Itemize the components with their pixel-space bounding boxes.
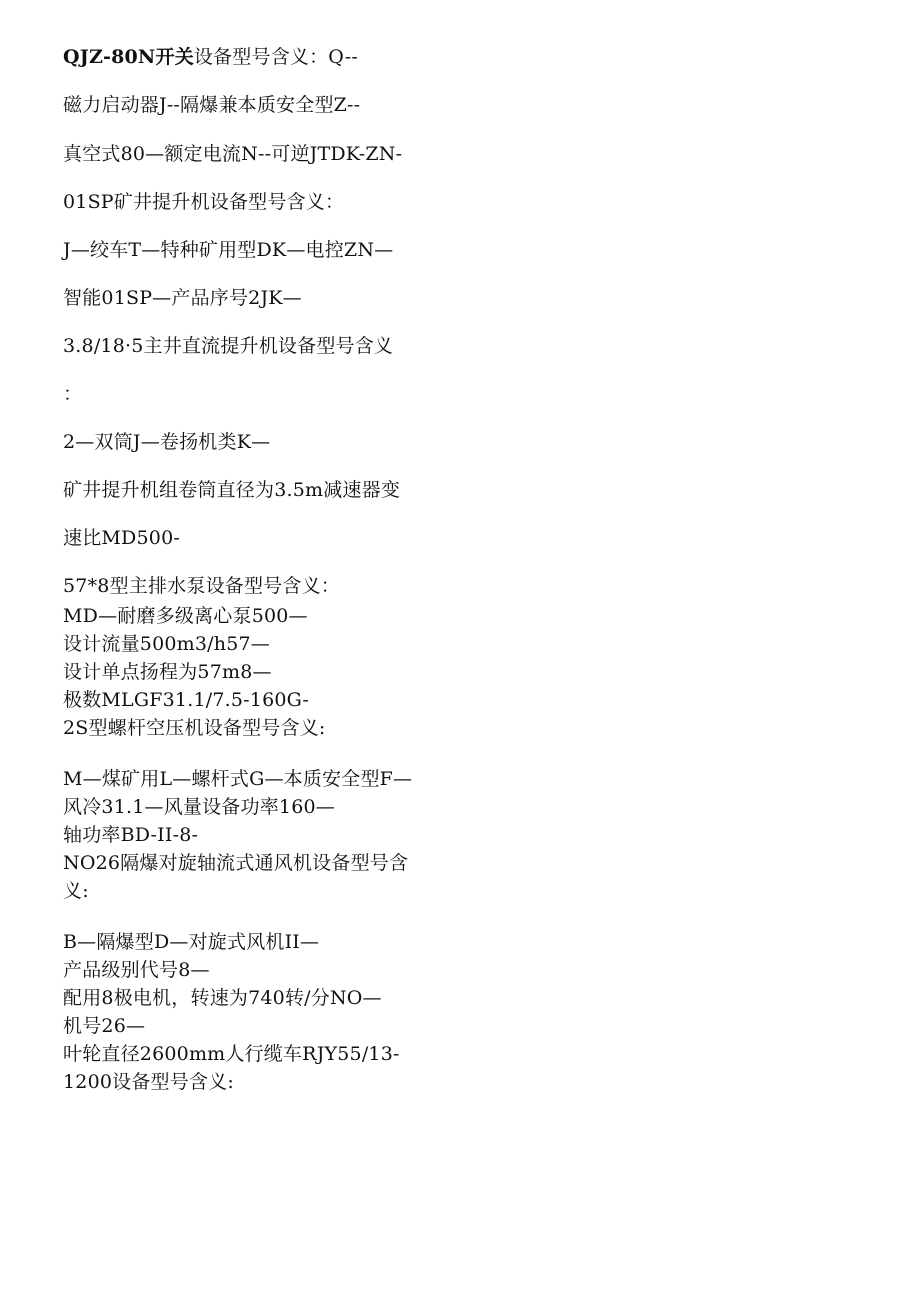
paragraph-15: 设计单点扬程为57m8— [63, 661, 272, 683]
paragraph-20: 轴功率BD-II-8- [63, 824, 199, 846]
paragraph-18: M—煤矿用L—螺杆式G—本质安全型F— [63, 768, 413, 790]
paragraph-3: 真空式80—额定电流N--可逆JTDK-ZN- [63, 143, 403, 165]
paragraph-21: NO26隔爆对旋轴流式通风机设备型号含 [63, 852, 409, 874]
paragraph-1-bold: QJZ-80N开关 [63, 46, 194, 68]
paragraph-8: ： [63, 383, 83, 405]
paragraph-1 [63, 45, 358, 69]
paragraph-4: 01SP矿井提升机设备型号含义： [63, 191, 345, 213]
paragraph-16: 极数MLGF31.1/7.5-160G- [63, 689, 309, 711]
paragraph-14: 设计流量500m3/h57— [63, 633, 270, 655]
paragraph-6: 智能01SP—产品序号2JK— [63, 287, 302, 309]
paragraph-9: 2—双筒J—卷扬机类K— [63, 431, 271, 453]
paragraph-19: 风冷31.1—风量设备功率160— [63, 796, 335, 818]
paragraph-17: 2S型螺杆空压机设备型号含义: [63, 717, 326, 739]
paragraph-1-text: 设备型号含义：Q-- [193, 46, 359, 68]
paragraph-11: 速比MD500- [63, 527, 180, 549]
paragraph-5: J—绞车T—特种矿用型DK—电控ZN— [63, 239, 394, 261]
paragraph-10: 矿井提升机组卷筒直径为3.5m减速器变 [63, 479, 401, 501]
paragraph-13: MD—耐磨多级离心泵500— [63, 605, 308, 627]
paragraph-24: 产品级别代号8— [63, 959, 210, 981]
paragraph-12: 57*8型主排水泵设备型号含义： [63, 575, 340, 597]
paragraph-25: 配用8极电机，转速为740转/分NO— [63, 987, 382, 1009]
paragraph-7: 3.8/18·5主井直流提升机设备型号含义 [63, 335, 394, 357]
paragraph-28: 1200设备型号含义: [63, 1071, 234, 1093]
paragraph-23: B—隔爆型D—对旋式风机II— [63, 931, 320, 953]
paragraph-27: 叶轮直径2600mm人行缆车RJY55/13- [63, 1043, 400, 1065]
paragraph-22: 义: [63, 880, 89, 902]
paragraph-2: 磁力启动器J--隔爆兼本质安全型Z-- [63, 94, 361, 116]
paragraph-26: 机号26— [63, 1015, 146, 1037]
